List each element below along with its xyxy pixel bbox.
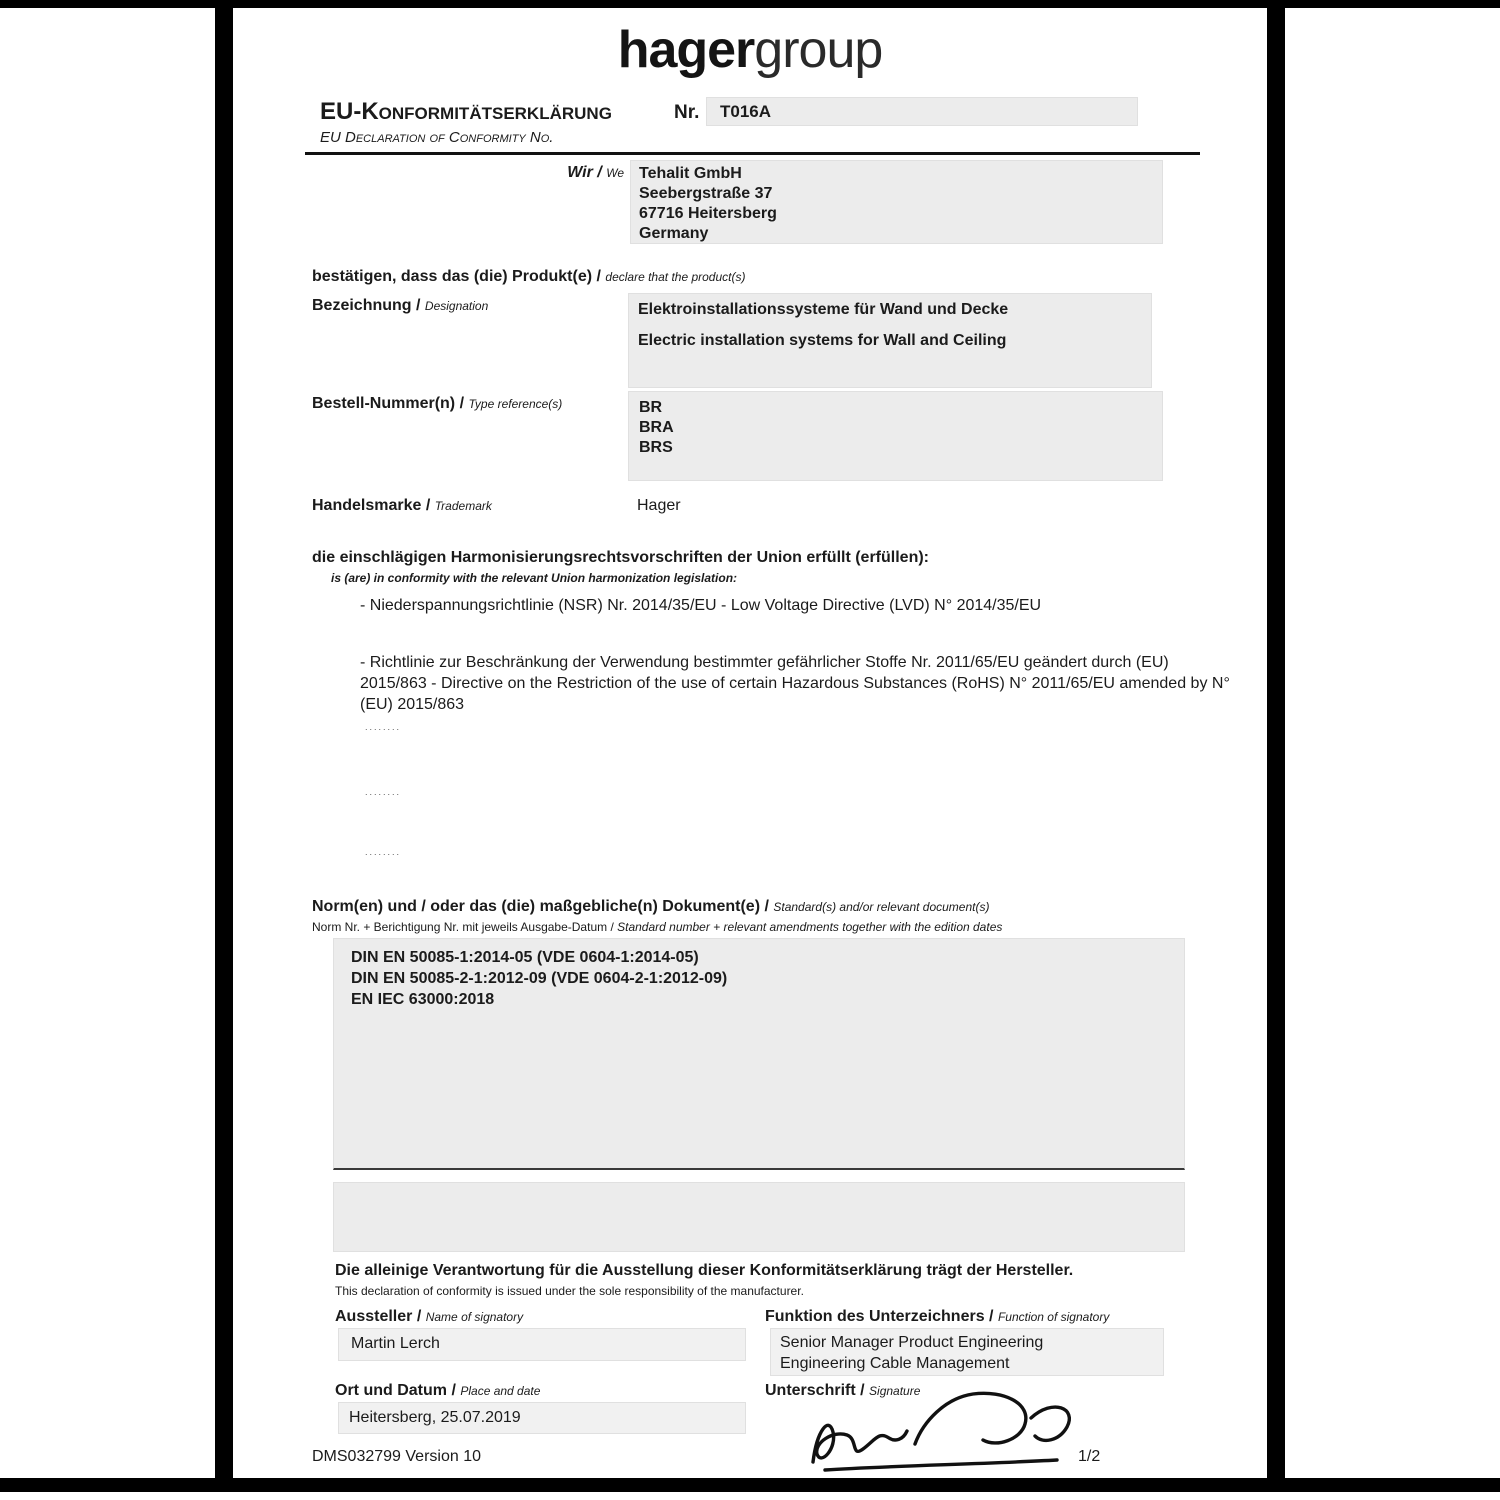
place-date-label bbox=[335, 1382, 540, 1400]
scan-edge-right bbox=[1267, 0, 1285, 1492]
standards-sublabel bbox=[312, 920, 1002, 934]
nr-label: Nr. bbox=[674, 102, 700, 123]
confirm-statement bbox=[312, 268, 745, 286]
issuer-label-en: We bbox=[606, 166, 624, 180]
function-line: Engineering Cable Management bbox=[780, 1355, 1010, 1372]
standards-field bbox=[333, 938, 1185, 1170]
harmonization-statement-en: is (are) in conformity with the relevant Union harmonization legislation: bbox=[331, 571, 738, 585]
issuer-line: Seebergstraße 37 bbox=[639, 185, 773, 202]
standard-entry: EN IEC 63000:2018 bbox=[351, 991, 495, 1008]
logo-light-part: group bbox=[754, 21, 883, 79]
directive-lvd: - Niederspannungsrichtlinie (NSR) Nr. 2014/35/EU - Low Voltage Directive (LVD) N° 2014/35/EU bbox=[360, 597, 1042, 614]
issuer-label bbox=[558, 164, 624, 182]
hagergroup-logo bbox=[233, 20, 1267, 80]
confirm-statement-en: declare that the product(s) bbox=[605, 270, 746, 284]
place-date-value: Heitersberg, 25.07.2019 bbox=[349, 1409, 521, 1426]
standards-sublabel-en: Standard number + relevant amendments together with the edition dates bbox=[617, 920, 1003, 934]
page-number: 1/2 bbox=[1078, 1448, 1101, 1465]
issuer-label-de: Wir / bbox=[567, 164, 602, 181]
place-date-field bbox=[338, 1402, 746, 1434]
issuer-line: 67716 Heitersberg bbox=[639, 205, 777, 222]
logo-bold-part: hager bbox=[617, 21, 755, 79]
handwritten-signature bbox=[795, 1382, 1085, 1480]
type-reference-value: BRA bbox=[639, 419, 674, 436]
function-label-en: Function of signatory bbox=[997, 1310, 1110, 1324]
designation-label bbox=[312, 297, 488, 315]
type-reference-field bbox=[628, 391, 1163, 481]
confirm-statement-de: bestätigen, dass das (die) Produkt(e) / bbox=[312, 268, 601, 285]
signatory-field bbox=[338, 1328, 746, 1361]
signatory-value: Martin Lerch bbox=[351, 1335, 440, 1352]
declaration-number-value: T016A bbox=[720, 102, 772, 121]
signature-label-de: Unterschrift / bbox=[765, 1382, 865, 1399]
type-reference-value: BRS bbox=[639, 439, 673, 456]
document-id: DMS032799 Version 10 bbox=[312, 1448, 481, 1465]
function-label-de: Funktion des Unterzeichners / bbox=[765, 1308, 994, 1325]
trademark-label bbox=[312, 497, 492, 515]
function-line: Senior Manager Product Engineering bbox=[780, 1334, 1044, 1351]
directive-placeholder: ........ bbox=[365, 847, 402, 857]
issuer-field bbox=[630, 160, 1163, 244]
type-reference-label-de: Bestell-Nummer(n) / bbox=[312, 395, 465, 412]
directive-placeholder: ........ bbox=[365, 787, 402, 797]
standards-sublabel-de: Norm Nr. + Berichtigung Nr. mit jeweils Ausgabe-Datum / bbox=[312, 920, 614, 934]
issuer-line: Germany bbox=[639, 225, 709, 242]
standards-label-en: Standard(s) and/or relevant document(s) bbox=[773, 900, 990, 914]
designation-value-de: Elektroinstallationssysteme für Wand und Decke bbox=[638, 301, 1009, 318]
standard-entry: DIN EN 50085-1:2014-05 (VDE 0604-1:2014-05) bbox=[351, 949, 699, 966]
signatory-label-de: Aussteller / bbox=[335, 1308, 422, 1325]
trademark-label-de: Handelsmarke / bbox=[312, 497, 431, 514]
function-field bbox=[770, 1328, 1164, 1376]
additional-documents-field bbox=[333, 1182, 1185, 1252]
issuer-line: Tehalit GmbH bbox=[639, 165, 742, 182]
type-reference-value: BR bbox=[639, 399, 663, 416]
trademark-value: Hager bbox=[637, 497, 681, 514]
designation-value-en: Electric installation systems for Wall and Ceiling bbox=[638, 332, 1007, 349]
responsibility-statement-de: Die alleinige Verantwortung für die Ausstellung dieser Konformitätserklärung trägt der Hersteller. bbox=[335, 1262, 1074, 1279]
signatory-label-en: Name of signatory bbox=[425, 1310, 524, 1324]
directive-rohs: - Richtlinie zur Beschränkung der Verwendung bestimmter gefährlicher Stoffe Nr. 2011/65/EU geändert durch (EU) 2015/863 - Directive on the Restriction of the use of certain Hazardous Substances (RoHS) N° 2011/65/EU amended by N° (EU) 2015/863 bbox=[360, 654, 1230, 713]
type-reference-label bbox=[312, 395, 562, 413]
responsibility-statement-en: This declaration of conformity is issued under the sole responsibility of the manufacturer. bbox=[335, 1284, 804, 1298]
harmonization-statement-de: die einschlägigen Harmonisierungsrechtsvorschriften der Union erfüllt (erfüllen): bbox=[312, 549, 929, 566]
signatory-label bbox=[335, 1308, 523, 1326]
page-title: EU-Konformitätserklärung bbox=[320, 98, 612, 125]
directive-placeholder: ........ bbox=[365, 722, 402, 732]
standards-label bbox=[312, 898, 989, 916]
signature-label-en: Signature bbox=[869, 1384, 921, 1398]
header-rule bbox=[305, 152, 1200, 155]
function-label bbox=[765, 1308, 1109, 1326]
designation-field bbox=[628, 293, 1152, 388]
designation-label-de: Bezeichnung / bbox=[312, 297, 421, 314]
trademark-label-en: Trademark bbox=[434, 499, 492, 513]
designation-label-en: Designation bbox=[424, 299, 489, 313]
standard-entry: DIN EN 50085-2-1:2012-09 (VDE 0604-2-1:2012-09) bbox=[351, 970, 728, 987]
place-date-label-en: Place and date bbox=[460, 1384, 541, 1398]
standards-label-de: Norm(en) und / oder das (die) maßgebliche(n) Dokument(e) / bbox=[312, 898, 769, 915]
page-title-en: EU Declaration of Conformity No. bbox=[320, 129, 554, 146]
declaration-number-field bbox=[706, 97, 1138, 126]
scan-edge-left bbox=[215, 0, 233, 1492]
type-reference-label-en: Type reference(s) bbox=[468, 397, 563, 411]
place-date-label-de: Ort und Datum / bbox=[335, 1382, 456, 1399]
